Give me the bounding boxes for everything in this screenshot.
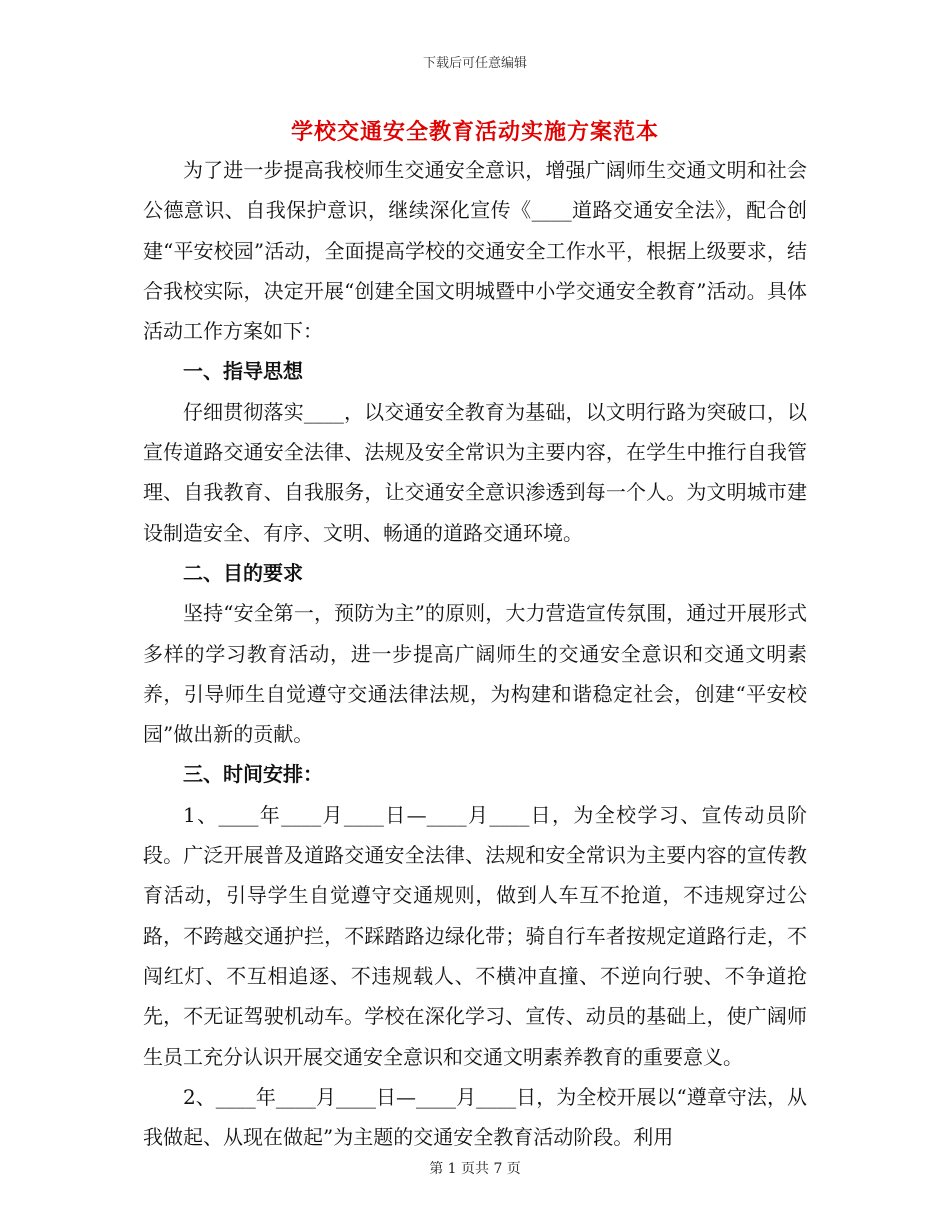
page-footer: 第 1 页共 7 页 xyxy=(429,1161,521,1177)
schedule-item-2: 2、____年____月____日—____月____日，为全校开展以“遵章守法，从我做起、从现在做起”为主题的交通安全教育活动阶段。利用 xyxy=(143,1084,807,1150)
objectives-paragraph: 坚持“安全第一，预防为主”的原则，大力营造宣传氛围，通过开展形式多样的学习教育活动，进一步提高广阔师生的交通安全意识和交通文明素养，引导师生自觉遵守交通法律法规，为构建和谐稳定社会，创建“平安校园”做出新的贡献。 xyxy=(143,601,807,747)
intro-paragraph: 为了进一步提高我校师生交通安全意识，增强广阔师生交通文明和社会公德意识、自我保护意识，继续深化宣传《____道路交通安全法》，配合创建“平安校园”活动，全面提高学校的交通安全工作水平，根据上级要求，结合我校实际，决定开展“创建全国文明城暨中小学交通安全教育”活动。具体活动工作方案如下： xyxy=(143,158,807,344)
document-title: 学校交通安全教育活动实施方案范本 xyxy=(290,119,659,145)
schedule-item-1: 1、____年____月____日—____月____日，为全校学习、宣传动员阶段。广泛开展普及道路交通安全法律、法规和安全常识为主要内容的宣传教育活动，引导学生自觉遵守交通规则，做到人车互不抢道，不违规穿过公路，不跨越交通护拦，不踩踏路边绿化带；骑自行车者按规定道路行走，不闯红灯、不互相追逐、不违规载人、不横冲直撞、不逆向行驶、不争道抢先，不无证驾驶机动车。学校在深化学习、宣传、动员的基础上，使广阔师生员工充分认识开展交通安全意识和交通文明素养教育的重要意义。 xyxy=(143,802,807,1069)
guiding-ideology-paragraph: 仔细贯彻落实____，以交通安全教育为基础，以文明行路为突破口，以宣传道路交通安全法律、法规及安全常识为主要内容，在学生中推行自我管理、自我教育、自我服务，让交通安全意识渗透到每一个人。为文明城市建设制造安全、有序、文明、畅通的道路交通环境。 xyxy=(143,399,807,545)
section-heading-schedule: 三、时间安排： xyxy=(183,762,323,787)
section-heading-guiding-ideology: 一、指导思想 xyxy=(183,359,303,384)
section-heading-objectives: 二、目的要求 xyxy=(183,560,303,585)
header-note: 下载后可任意编辑 xyxy=(422,56,527,71)
document-body xyxy=(143,150,807,1157)
